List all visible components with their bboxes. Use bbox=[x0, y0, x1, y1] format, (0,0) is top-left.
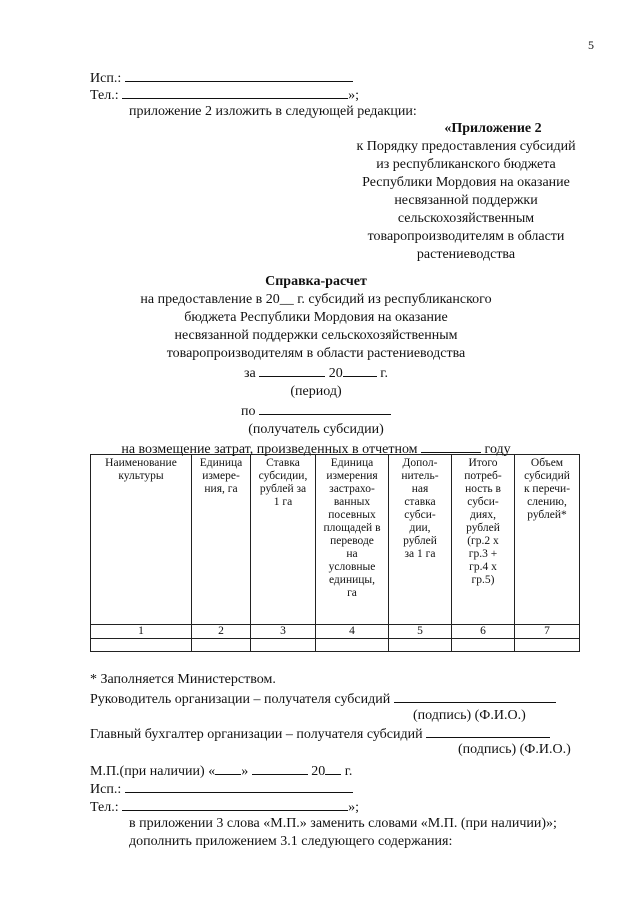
period-prefix: за bbox=[244, 366, 256, 381]
accountant-caption: (подпись) (Ф.И.О.) bbox=[458, 742, 571, 757]
table-number-cell: 6 bbox=[452, 625, 515, 639]
tel-label: Тел.: bbox=[90, 800, 119, 815]
table-number-cell: 5 bbox=[389, 625, 452, 639]
stamp-line bbox=[90, 761, 352, 780]
table-cell bbox=[452, 639, 515, 652]
certificate-line: бюджета Республики Мордовия на оказание bbox=[184, 310, 448, 325]
reimbursement-prefix: на возмещение затрат, произведенных в отчетном bbox=[121, 442, 418, 457]
certificate-line: на предоставление в 20__ г. субсидий из республиканского bbox=[140, 292, 492, 307]
stamp-prefix: М.П.(при наличии) « bbox=[90, 764, 216, 779]
appendix-block bbox=[330, 120, 602, 264]
stamp-year: 20 bbox=[311, 764, 326, 779]
head-label: Руководитель организации – получателя субсидий bbox=[90, 692, 391, 707]
table-cell bbox=[515, 639, 580, 652]
tel-blank bbox=[122, 797, 348, 811]
appendix-line: товаропроизводителям в области bbox=[367, 229, 565, 244]
period-caption: (период) bbox=[290, 384, 342, 399]
table-header-cell: Наименование культуры bbox=[91, 455, 192, 625]
recipient-line bbox=[100, 401, 532, 421]
table-number-cell: 2 bbox=[192, 625, 251, 639]
certificate-line: товаропроизводителям в области растениеводства bbox=[166, 346, 466, 361]
reimbursement-blank bbox=[421, 439, 481, 453]
appendix-line: растениеводства bbox=[416, 247, 516, 262]
isp-line-bottom bbox=[90, 779, 353, 798]
table-number-cell: 4 bbox=[316, 625, 389, 639]
head-signature-blank bbox=[394, 689, 556, 703]
table-number-row bbox=[91, 625, 580, 639]
closing-line-2: дополнить приложением 3.1 следующего содержания: bbox=[129, 834, 453, 849]
appendix-line: сельскохозяйственным bbox=[397, 211, 535, 226]
table-header-row bbox=[91, 455, 580, 625]
recipient-caption: (получатель субсидии) bbox=[248, 422, 384, 437]
certificate-line: несвязанной поддержки сельскохозяйственным bbox=[174, 328, 458, 343]
certificate-title: Справка-расчет bbox=[265, 274, 367, 289]
period-suffix: г. bbox=[380, 366, 388, 381]
table-header-cell: Объем субсидий к перечи- слению, рублей* bbox=[515, 455, 580, 625]
page-number: 5 bbox=[588, 38, 594, 52]
appendix-line: Республики Мордовия на оказание bbox=[362, 175, 570, 190]
period-blank bbox=[259, 363, 325, 377]
stamp-day-blank bbox=[215, 761, 241, 775]
subsidy-table bbox=[90, 454, 580, 652]
table-number-cell: 1 bbox=[91, 625, 192, 639]
appendix-line: из республиканского бюджета bbox=[376, 157, 556, 172]
intro-text: приложение 2 изложить в следующей редакции: bbox=[129, 104, 417, 119]
period-year-blank bbox=[343, 363, 377, 377]
table-cell bbox=[91, 639, 192, 652]
appendix-line: несвязанной поддержки bbox=[394, 193, 538, 208]
period-year: 20 bbox=[328, 366, 343, 381]
period-line bbox=[100, 363, 532, 383]
table-number-cell: 7 bbox=[515, 625, 580, 639]
isp-label: Исп.: bbox=[90, 782, 122, 797]
table-row bbox=[91, 639, 580, 652]
isp-blank bbox=[125, 68, 353, 82]
table-cell bbox=[251, 639, 316, 652]
accountant-signature-blank bbox=[426, 724, 550, 738]
footnote: * Заполняется Министерством. bbox=[90, 672, 276, 687]
certificate-block bbox=[100, 273, 532, 459]
tel-blank bbox=[122, 85, 348, 99]
head-signature-line bbox=[90, 689, 556, 708]
table-header-cell: Итого потреб- ность в субси- диях, рублей (гр.2 х гр.3 + гр.4 х гр.5) bbox=[452, 455, 515, 625]
table-header-cell: Единица измере- ния, га bbox=[192, 455, 251, 625]
table-cell bbox=[316, 639, 389, 652]
recipient-prefix: по bbox=[241, 404, 256, 419]
stamp-mid: » bbox=[241, 764, 249, 779]
table-cell bbox=[389, 639, 452, 652]
table-header-cell: Допол- нитель- ная ставка субси- дии, рублей за 1 га bbox=[389, 455, 452, 625]
isp-label: Исп.: bbox=[90, 71, 122, 86]
head-caption: (подпись) (Ф.И.О.) bbox=[413, 708, 526, 723]
isp-blank bbox=[125, 779, 353, 793]
stamp-month-blank bbox=[252, 761, 308, 775]
closing-line-1: в приложении 3 слова «М.П.» заменить словами «М.П. (при наличии)»; bbox=[129, 816, 557, 831]
table-number-cell: 3 bbox=[251, 625, 316, 639]
tel-end: »; bbox=[348, 88, 359, 103]
tel-end: »; bbox=[348, 800, 359, 815]
appendix-line: к Порядку предоставления субсидий bbox=[356, 139, 576, 154]
recipient-blank bbox=[259, 401, 391, 415]
reimbursement-suffix: году bbox=[484, 442, 511, 457]
table-header-cell: Единица измерения застрахо- ванных посевных площадей в переводе на условные единицы, га bbox=[316, 455, 389, 625]
stamp-suffix: г. bbox=[344, 764, 353, 779]
accountant-label: Главный бухгалтер организации – получателя субсидий bbox=[90, 727, 423, 742]
stamp-year-blank bbox=[325, 761, 341, 775]
table-cell bbox=[192, 639, 251, 652]
tel-line bbox=[90, 85, 359, 104]
tel-line-bottom bbox=[90, 797, 359, 816]
appendix-title: «Приложение 2 bbox=[444, 121, 542, 136]
table-header-cell: Ставка субсидии, рублей за 1 га bbox=[251, 455, 316, 625]
tel-label: Тел.: bbox=[90, 88, 119, 103]
